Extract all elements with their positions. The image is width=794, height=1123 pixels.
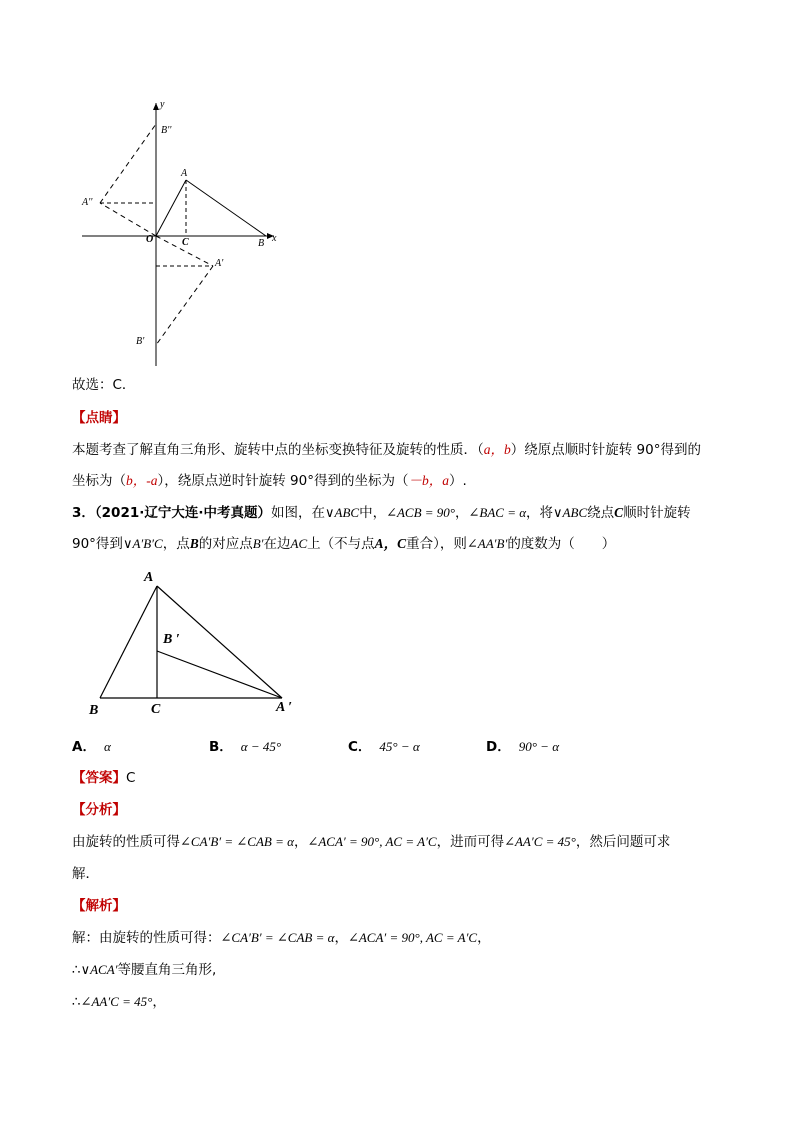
answer-line: 【答案】C (72, 770, 136, 786)
label-A1: A' (215, 258, 224, 269)
tri-label-Ap: A ′ (276, 700, 293, 715)
solution-line-1: 解：由旋转的性质可得：∠CA′B′ = ∠CAB = α，∠ACA′ = 90°, AC = A′C， (72, 930, 491, 946)
label-B: B (258, 238, 265, 249)
analysis-line-1: 由旋转的性质可得∠CA′B′ = ∠CAB = α，∠ACA′ = 90°, AC = A′C，进而可得∠AA′C = 45°，然后问题可求 (72, 834, 671, 850)
label-A2: A'' (82, 197, 93, 208)
solution-tag: 【解析】 (72, 898, 126, 914)
tri-label-C: C (151, 702, 161, 717)
solution-line-2: ∴∨ACA′等腰直角三角形, (72, 962, 217, 978)
segment-BA (100, 586, 157, 698)
option-C: C． 45° − α (348, 739, 420, 755)
highlight-line-2: 坐标为（b，-a），绕原点逆时针旋转 90°得到的坐标为（－b，a）. (72, 473, 467, 489)
question-3-line-2: 90°得到∨A′B′C，点B的对应点B′在边AC上（不与点A，C重合），则∠AA′B′的度数为（ ） (72, 536, 616, 552)
label-y: y (160, 99, 165, 110)
solution-line-3: ∴∠AA′C = 45°， (72, 994, 166, 1010)
question-3-line-1: 3．（2021·辽宁大连·中考真题）如图，在∨ABC中，∠ACB = 90°，∠BAC = α，将∨ABC绕点C顺时针旋转 (72, 505, 691, 521)
option-D: D． 90° − α (486, 739, 560, 755)
label-B1: B' (136, 336, 145, 347)
option-A: A． α (72, 739, 111, 755)
tri-label-Bp: B ′ (163, 632, 180, 647)
analysis-tag: 【分析】 (72, 802, 126, 818)
label-x: x (272, 233, 277, 244)
analysis-line-2: 解． (72, 866, 99, 882)
option-B: B． α − 45° (209, 739, 282, 755)
tri-label-B: B (89, 703, 99, 718)
label-C: C (182, 237, 189, 248)
label-B2: B'' (161, 125, 172, 136)
tri-label-A: A (144, 570, 154, 585)
highlight-line-1: 本题考查了解直角三角形、旋转中点的坐标变换特征及旋转的性质．（a，b）绕原点顺时针旋转 90°得到的 (72, 442, 701, 458)
choice-line: 故选：C． (72, 377, 136, 393)
highlight-tag: 【点睛】 (72, 410, 126, 426)
label-O: O (146, 234, 154, 245)
segment-B1A1 (157, 651, 282, 698)
label-A: A (181, 168, 188, 179)
